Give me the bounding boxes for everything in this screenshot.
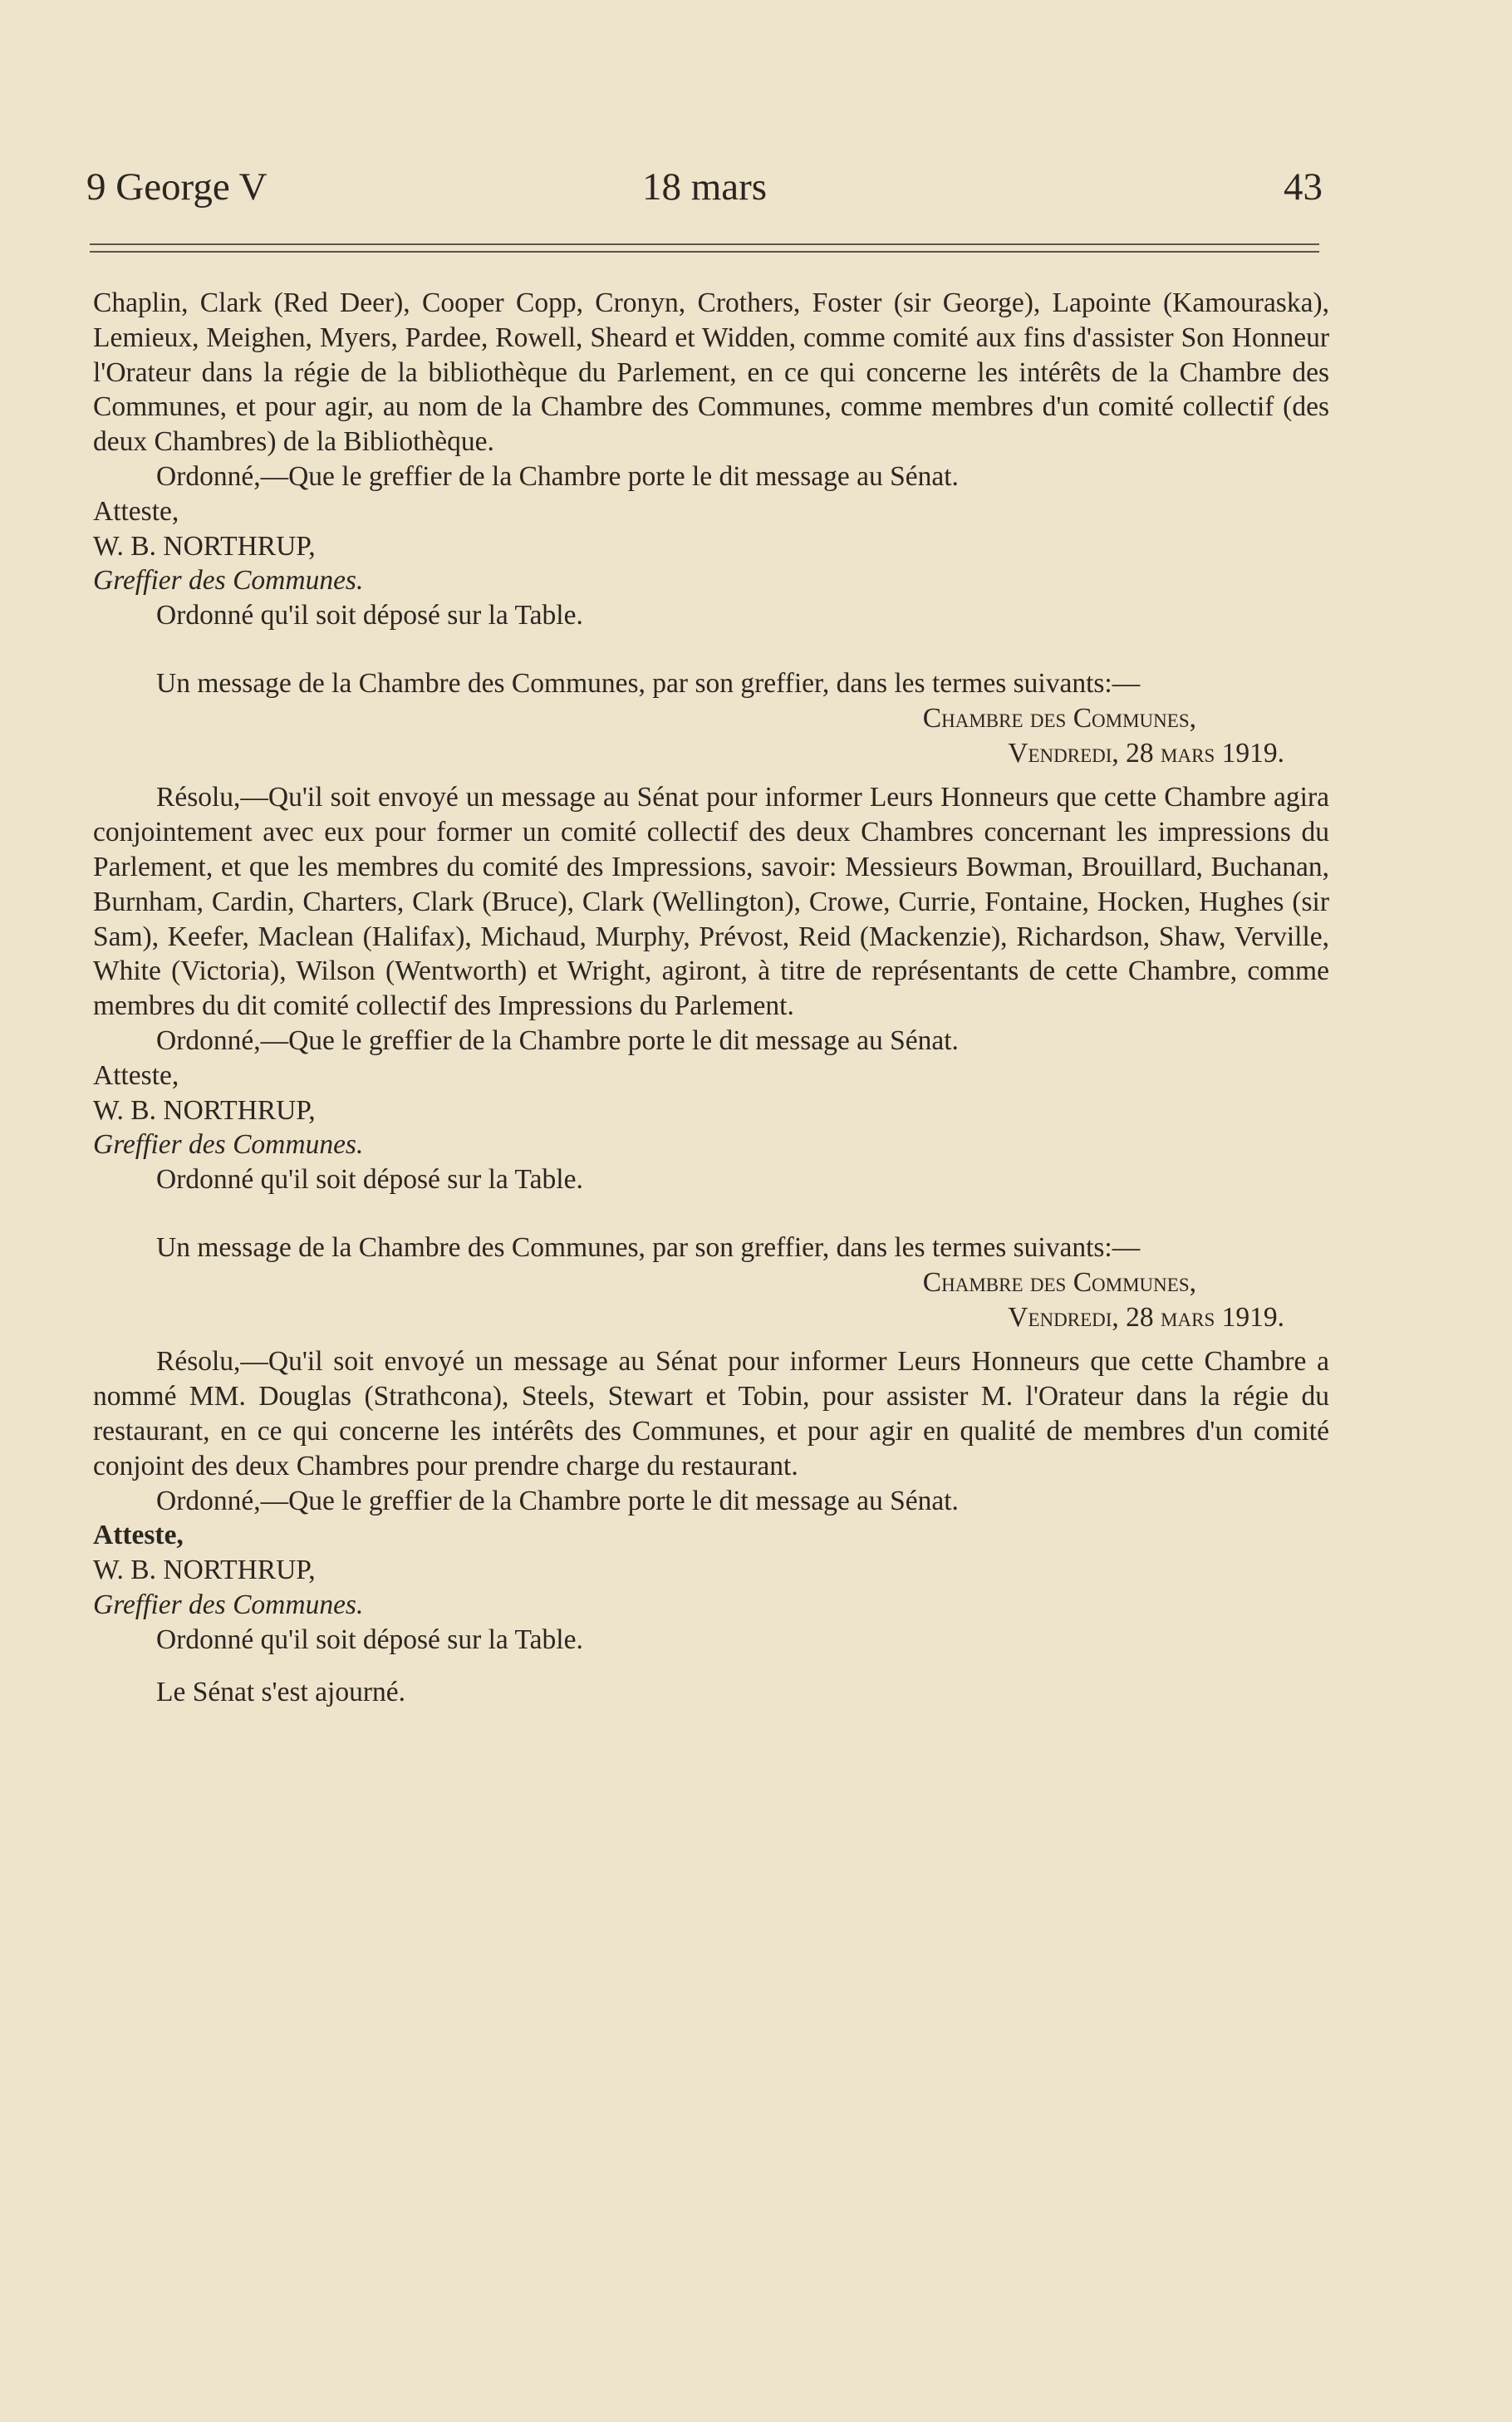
signatory-name: W. B. NORTHRUP, <box>93 1094 316 1126</box>
printing-committee-paragraph: Résolu,—Qu'il soit envoyé un message au Sénat pour informer Leurs Honneurs que cette Chambre agira conjointement avec eux pour former un comité collectif des deux Chambres concernant les impressions du Parlement, et que les membres du comité des Impressions, savoir: Messieurs Bowman, Brouillard, Buchanan, Burnham, Cardin, Charters, Clark (Bruce), Clark (Wellington), Crowe, Currie, Fontaine, Hocken, Hughes (sir Sam), Keefer, Maclean (Halifax), Michaud, Murphy, Prévost, Reid (Mackenzie), Richardson, Shaw, Verville, White (Victoria), Wilson (Wentworth) et Wright, agiront, à titre de représentants de cette Chambre, comme membres du dit comité collectif des Impressions du Parlement. <box>93 782 1329 1022</box>
adjournment-line: Le Sénat s'est ajourné. <box>156 1677 405 1708</box>
document-body <box>93 286 1329 1710</box>
message-date <box>93 736 1329 771</box>
signatory-title: Greffier des Communes. <box>93 565 364 597</box>
message-date-text: Vendredi, 28 mars 1919. <box>1008 737 1284 769</box>
page-number: 43 <box>1284 165 1323 209</box>
attest-line: Atteste, <box>93 495 179 527</box>
ordered-line: Ordonné,—Que le greffier de la Chambre porte le dit message au Sénat. <box>156 460 959 492</box>
page-header <box>86 165 1323 223</box>
attest-line: Atteste, <box>93 1059 179 1091</box>
header-rule-bottom <box>90 251 1319 253</box>
ordered-line: Ordonné,—Que le greffier de la Chambre porte le dit message au Sénat. <box>156 1024 959 1056</box>
deposit-line: Ordonné qu'il soit déposé sur la Table. <box>156 600 583 631</box>
deposit-line: Ordonné qu'il soit déposé sur la Table. <box>156 1164 583 1196</box>
message-date <box>93 1300 1329 1335</box>
header-regnal-year: 9 George V <box>86 165 268 209</box>
message-date-text: Vendredi, 28 mars 1919. <box>1008 1301 1284 1333</box>
deposit-line: Ordonné qu'il soit déposé sur la Table. <box>156 1624 583 1655</box>
signatory-name: W. B. NORTHRUP, <box>93 530 316 562</box>
library-committee-paragraph: Chaplin, Clark (Red Deer), Cooper Copp, Cronyn, Crothers, Foster (sir George), Lapointe (Kamouraska), Lemieux, Meighen, Myers, Pardee, Rowell, Sheard et Widden, comme comité aux fins d'assister Son Honneur l'Orateur dans la régie de la bibliothèque du Parlement, en ce qui concerne les intérêts de la Chambre des Communes, et pour agir, au nom de la Chambre des Communes, comme membres d'un comité collectif (des deux Chambres) de la Bibliothèque. <box>93 287 1329 458</box>
message-intro: Un message de la Chambre des Communes, par son greffier, dans les termes suivants:— <box>156 667 1141 699</box>
message-intro: Un message de la Chambre des Communes, par son greffier, dans les termes suivants:— <box>156 1231 1141 1263</box>
signatory-name: W. B. NORTHRUP, <box>93 1555 316 1586</box>
signatory-title: Greffier des Communes. <box>93 1589 364 1620</box>
header-date: 18 mars <box>641 165 768 209</box>
message-location: Chambre des Communes, <box>922 702 1196 734</box>
ordered-line: Ordonné,—Que le greffier de la Chambre porte le dit message au Sénat. <box>156 1485 959 1516</box>
signatory-title: Greffier des Communes. <box>93 1129 364 1161</box>
restaurant-committee-paragraph: Résolu,—Qu'il soit envoyé un message au Sénat pour informer Leurs Honneurs que cette Chambre a nommé MM. Douglas (Strathcona), Steels, Stewart et Tobin, pour assister M. l'Orateur dans la régie du restaurant, en ce qui concerne les intérêts des Communes, et pour agir en qualité de membres d'un comité conjoint des deux Chambres pour prendre charge du restaurant. <box>93 1346 1329 1481</box>
header-rule-top <box>90 243 1319 245</box>
attest-line: Atteste, <box>93 1520 184 1551</box>
message-location: Chambre des Communes, <box>922 1266 1196 1298</box>
